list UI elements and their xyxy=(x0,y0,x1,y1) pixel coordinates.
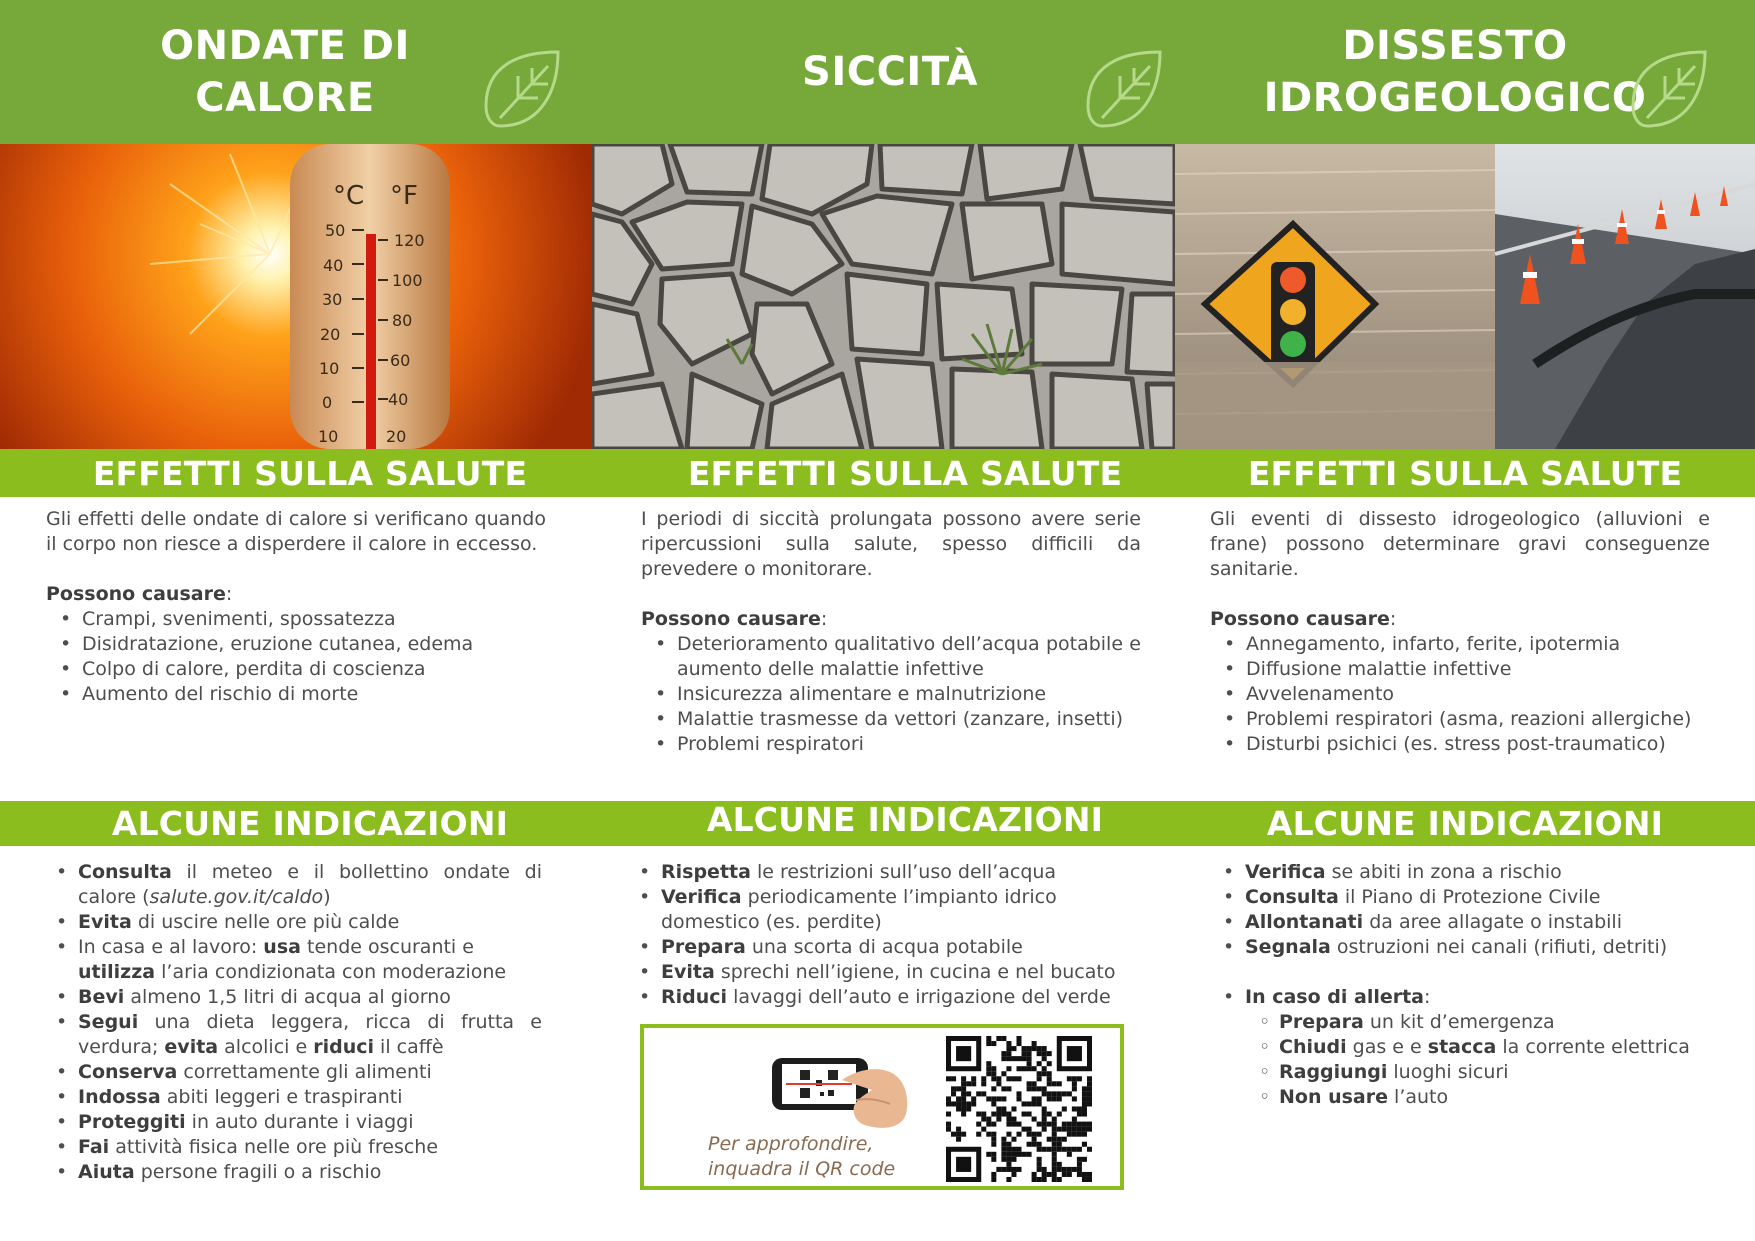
tick-f: 40 xyxy=(388,390,409,409)
list-item: • Aiuta persone fragili o a rischio xyxy=(42,1160,542,1185)
tips-list xyxy=(42,860,542,1185)
list-item: • Prepara una scorta di acqua potabile xyxy=(625,935,1130,960)
tips-heading: ALCUNE INDICAZIONI xyxy=(111,804,509,843)
qr-caption: Per approfondire, inquadra il QR code xyxy=(708,1133,896,1180)
tick-c: 30 xyxy=(322,290,343,309)
list-item: • Problemi respiratori xyxy=(641,732,1141,757)
tips-heading: ALCUNE INDICAZIONI xyxy=(1266,804,1664,843)
list-item: • Rispetta le restrizioni sull’uso dell’acqua xyxy=(625,860,1130,885)
causes-list xyxy=(641,632,1141,757)
effects-intro: I periodi di siccità prolungata possono avere serie ripercussioni sulla salute, spesso difficili da prevedere o monitorare. xyxy=(641,508,1141,580)
tips-list xyxy=(625,860,1130,1010)
list-item: • Consulta il meteo e il bollettino ondate di calore (salute.gov.it/caldo) xyxy=(42,860,542,910)
title-hydrogeological xyxy=(1245,0,1665,144)
drought-tips xyxy=(625,860,1130,1010)
list-item: • Annegamento, infarto, ferite, ipotermia xyxy=(1210,632,1710,657)
list-item: ◦ Prepara un kit d’emergenza xyxy=(1209,1010,1729,1035)
tick-c: 10 xyxy=(318,427,339,446)
list-item: • Deterioramento qualitativo dell’acqua potabile e aumento delle malattie infettive xyxy=(641,632,1141,682)
list-item: • Disidratazione, eruzione cutanea, edema xyxy=(46,632,546,657)
list-item: • Riduci lavaggi dell’auto e irrigazione del verde xyxy=(625,985,1130,1010)
phone-scanning-illustration xyxy=(772,1040,912,1130)
heatwave-effects xyxy=(46,507,546,707)
effects-intro: Gli eventi di dissesto idrogeologico (alluvioni e frane) possono determinare gravi conseguenze sanitarie. xyxy=(1210,508,1710,580)
title-drought xyxy=(740,0,1040,144)
tick-c: 20 xyxy=(320,325,341,344)
tips-list xyxy=(1209,860,1729,960)
causes-label-line: Possono causare: xyxy=(46,583,233,605)
list-item: • Avvelenamento xyxy=(1210,682,1710,707)
title-heatwaves xyxy=(130,0,440,144)
alert-list xyxy=(1209,985,1729,1010)
title-line: IDROGEOLOGICO xyxy=(1263,75,1647,121)
heatwave-tips xyxy=(42,860,542,1185)
list-item: ◦ Chiudi gas e e stacca la corrente elettrica xyxy=(1209,1035,1729,1060)
list-item: • Disturbi psichici (es. stress post-traumatico) xyxy=(1210,732,1710,757)
tick-c: 10 xyxy=(319,359,340,378)
causes-list xyxy=(1210,632,1710,757)
list-item: • Aumento del rischio di morte xyxy=(46,682,546,707)
causes-label-line: Possono causare: xyxy=(1210,608,1397,630)
list-item: • Diffusione malattie infettive xyxy=(1210,657,1710,682)
title-line: ONDATE DI xyxy=(160,23,410,69)
causes-label-line: Possono causare: xyxy=(641,608,828,630)
drought-photo xyxy=(592,144,1175,449)
tick-f: 100 xyxy=(392,271,423,290)
title-line: CALORE xyxy=(195,75,375,121)
list-item: • Verifica se abiti in zona a rischio xyxy=(1209,860,1729,885)
list-item: • Conserva correttamente gli alimenti xyxy=(42,1060,542,1085)
celsius-label: °C xyxy=(333,181,365,211)
list-item: • Crampi, svenimenti, spossatezza xyxy=(46,607,546,632)
hydrogeological-tips xyxy=(1209,860,1729,1110)
list-item: • Bevi almeno 1,5 litri di acqua al giorno xyxy=(42,985,542,1010)
list-item: • In casa e al lavoro: usa tende oscuranti e utilizza l’aria condizionata con moderazione xyxy=(42,935,542,985)
tick-c: 50 xyxy=(325,221,346,240)
tick-f: 60 xyxy=(390,351,411,370)
effects-intro: Gli effetti delle ondate di calore si verificano quando il corpo non riesce a disperdere il calore in eccesso. xyxy=(46,508,546,555)
alert-sublist xyxy=(1209,1010,1729,1110)
qr-box[interactable] xyxy=(640,1024,1124,1190)
title-line: SICCITÀ xyxy=(802,49,978,95)
list-item: ◦ Raggiungi luoghi sicuri xyxy=(1209,1060,1729,1085)
list-item: • Evita di uscire nelle ore più calde xyxy=(42,910,542,935)
tips-heading: ALCUNE INDICAZIONI xyxy=(706,800,1104,839)
causes-list xyxy=(46,607,546,707)
causes-label: Possono causare xyxy=(46,583,226,605)
heatwave-photo xyxy=(0,144,592,449)
causes-label: Possono causare xyxy=(641,608,821,630)
leaf-icon xyxy=(478,46,566,134)
title-line: DISSESTO xyxy=(1342,23,1568,69)
list-item: • Consulta il Piano di Protezione Civile xyxy=(1209,885,1729,910)
effects-heading: EFFETTI SULLA SALUTE xyxy=(92,453,528,493)
tick-c: 40 xyxy=(323,256,344,275)
list-item: • Allontanati da aree allagate o instabili xyxy=(1209,910,1729,935)
list-item: • Malattie trasmesse da vettori (zanzare, insetti) xyxy=(641,707,1141,732)
hydrogeological-effects xyxy=(1210,507,1710,757)
list-item: • Segnala ostruzioni nei canali (rifiuti, detriti) xyxy=(1209,935,1729,960)
tick-f: 20 xyxy=(386,427,407,446)
leaf-icon xyxy=(1080,46,1168,134)
tick-f: 80 xyxy=(392,311,413,330)
list-item: • Insicurezza alimentare e malnutrizione xyxy=(641,682,1141,707)
list-item: ◦ Non usare l’auto xyxy=(1209,1085,1729,1110)
causes-label: Possono causare xyxy=(1210,608,1390,630)
tick-f: 120 xyxy=(394,231,425,250)
list-item: • Segui una dieta leggera, ricca di frutta e verdura; evita alcolici e riduci il caffè xyxy=(42,1010,542,1060)
effects-heading: EFFETTI SULLA SALUTE xyxy=(687,453,1123,493)
list-item: • Evita sprechi nell’igiene, in cucina e nel bucato xyxy=(625,960,1130,985)
effects-heading: EFFETTI SULLA SALUTE xyxy=(1247,453,1683,493)
list-item: • Problemi respiratori (asma, reazioni allergiche) xyxy=(1210,707,1710,732)
leaf-icon xyxy=(1625,46,1713,134)
list-item: • Indossa abiti leggeri e traspiranti xyxy=(42,1085,542,1110)
fahrenheit-label: °F xyxy=(390,181,418,211)
drought-effects xyxy=(641,507,1141,757)
tick-c: 0 xyxy=(322,393,333,412)
hydrogeological-photo xyxy=(1175,144,1755,449)
list-item: • Proteggiti in auto durante i viaggi xyxy=(42,1110,542,1135)
list-item: • Fai attività fisica nelle ore più fresche xyxy=(42,1135,542,1160)
qr-code[interactable] xyxy=(946,1036,1092,1182)
list-item: • Colpo di calore, perdita di coscienza xyxy=(46,657,546,682)
list-item: • Verifica periodicamente l’impianto idrico domestico (es. perdite) xyxy=(625,885,1130,935)
list-item: • In caso di allerta: xyxy=(1209,985,1729,1010)
